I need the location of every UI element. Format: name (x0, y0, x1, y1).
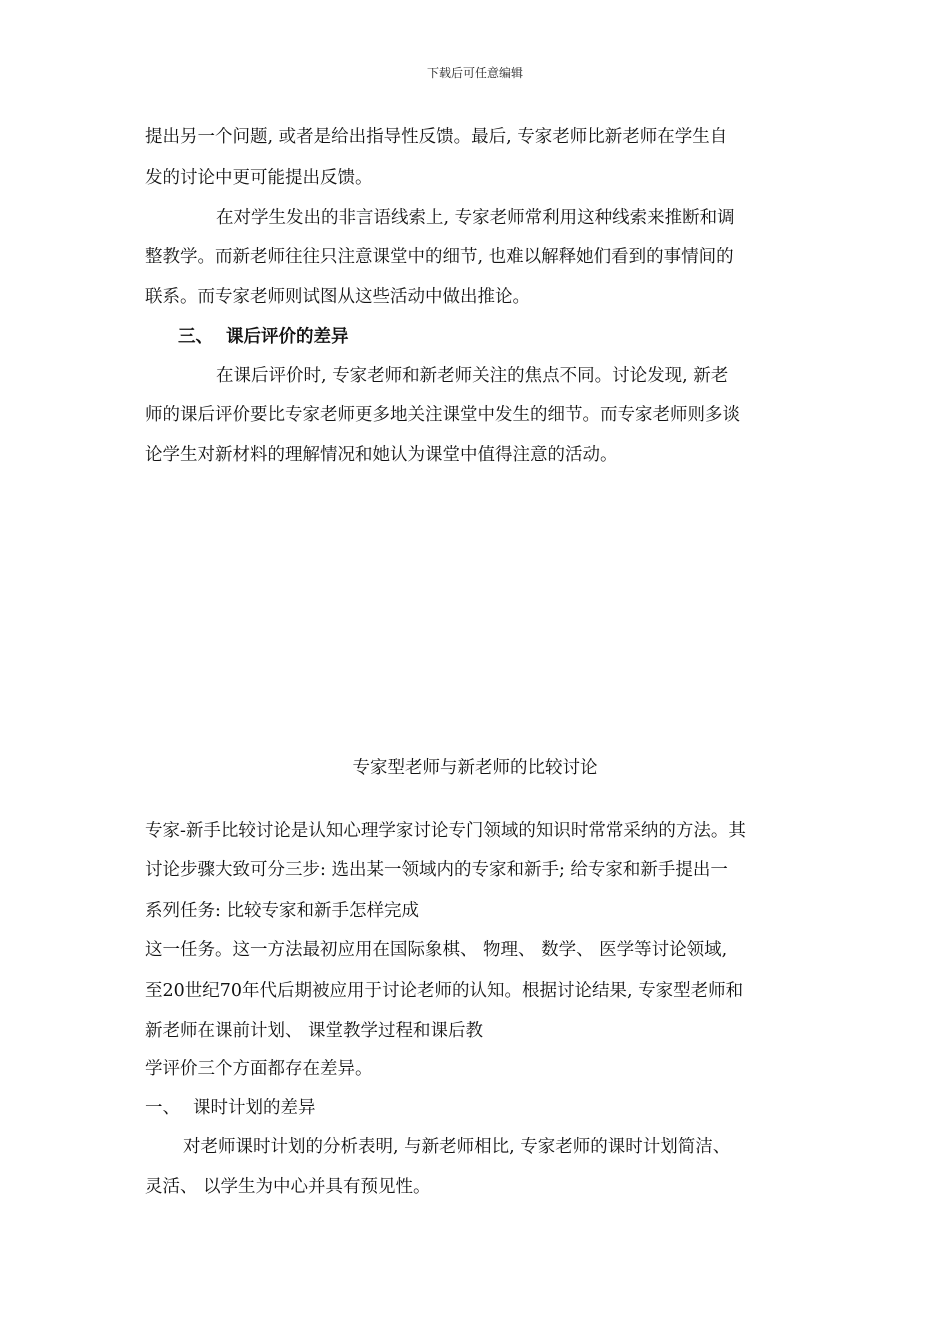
section-heading-number: 三、 (178, 327, 213, 347)
paragraph-line: 这一任务。这一方法最初应用在国际象棋、 物理、 数学、 医学等讨论领域, (145, 940, 728, 960)
paragraph-line: 在课后评价时, 专家老师和新老师关注的焦点不同。讨论发现, 新老 (216, 366, 729, 386)
paragraph-line: 发的讨论中更可能提出反馈。 (145, 168, 373, 188)
paragraph-line: 讨论步骤大致可分三步: 选出某一领域内的专家和新手; 给专家和新手提出一 (145, 860, 728, 880)
paragraph-line: 新老师在课前计划、 课堂教学过程和课后教 (145, 1021, 484, 1041)
paragraph-line: 系列任务: 比较专家和新手怎样完成 (145, 901, 419, 921)
paragraph-line: 联系。而专家老师则试图从这些活动中做出推论。 (145, 287, 530, 307)
paragraph-line: 师的课后评价要比专家老师更多地关注课堂中发生的细节。而专家老师则多谈 (145, 405, 740, 425)
paragraph-line: 在对学生发出的非言语线索上, 专家老师常利用这种线索来推断和调 (216, 208, 735, 228)
page-header: 下载后可任意编辑 (426, 66, 523, 80)
paragraph-line: 对老师课时计划的分析表明, 与新老师相比, 专家老师的课时计划简洁、 (183, 1137, 731, 1157)
paragraph-line: 论学生对新材料的理解情况和她认为课堂中值得注意的活动。 (145, 445, 618, 465)
paragraph-line: 至20世纪70年代后期被应用于讨论老师的认知。根据讨论结果, 专家型老师和 (145, 981, 744, 1001)
paragraph-line: 整教学。而新老师往往只注意课堂中的细节, 也难以解释她们看到的事情间的 (145, 247, 734, 267)
section-heading-number: 一、 (145, 1098, 180, 1118)
paragraph-line: 学评价三个方面都存在差异。 (145, 1059, 373, 1079)
paragraph-line: 灵活、 以学生为中心并具有预见性。 (145, 1177, 431, 1197)
section-heading-title: 课时计划的差异 (193, 1098, 316, 1118)
paragraph-line: 提出另一个问题, 或者是给出指导性反馈。最后, 专家老师比新老师在学生自 (145, 127, 728, 147)
paragraph-line: 专家-新手比较讨论是认知心理学家讨论专门领域的知识时常常采纳的方法。其 (145, 821, 746, 841)
section-heading-title: 课后评价的差异 (226, 327, 349, 347)
document-title: 专家型老师与新老师的比较讨论 (352, 758, 598, 778)
